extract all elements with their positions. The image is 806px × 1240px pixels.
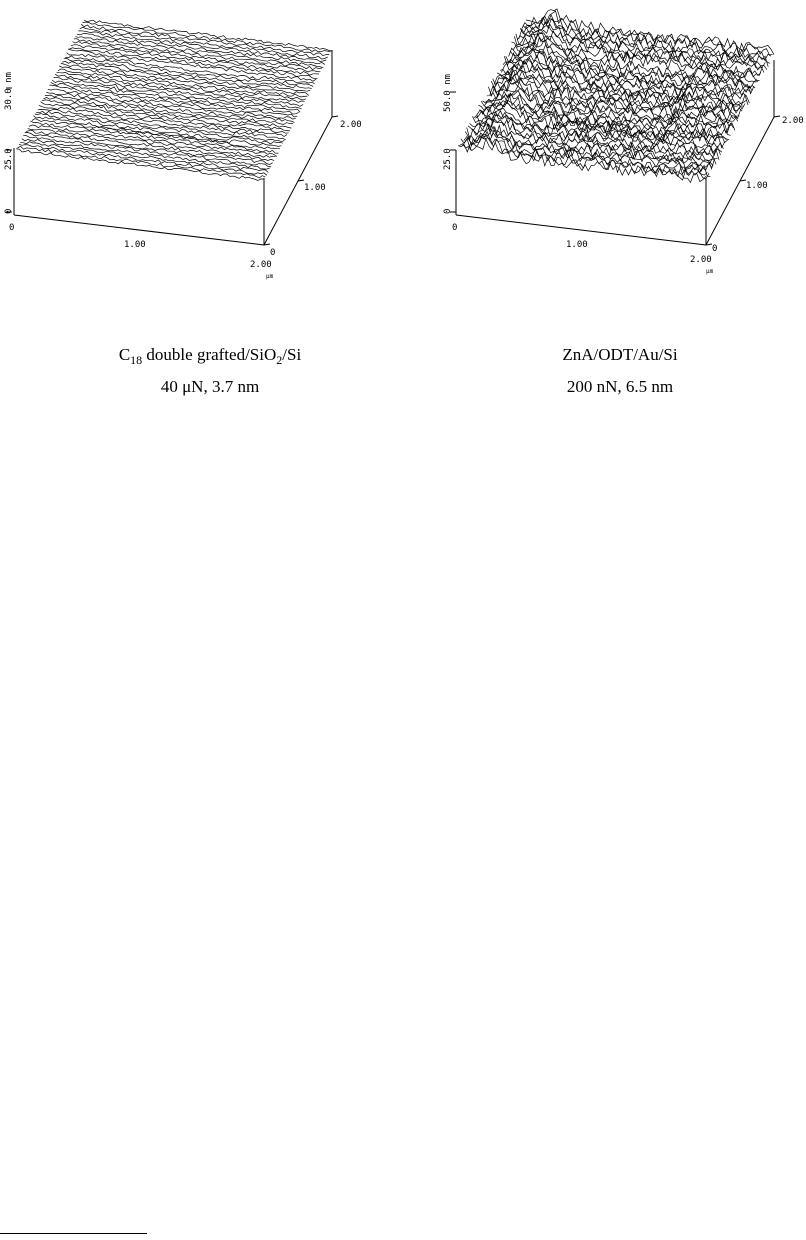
y-tick-1: 1.00	[746, 181, 768, 191]
scan-line	[80, 27, 328, 59]
z-tick-25: 25.0	[4, 148, 14, 170]
scan-line	[75, 37, 323, 68]
surface-traces	[16, 20, 332, 181]
z-tick-0: 0	[4, 208, 14, 214]
z-axis-label: 50.0 nm	[443, 74, 453, 112]
y-tick-0: 0	[712, 244, 718, 254]
afm-3d-plot-left	[0, 0, 400, 300]
scan-line	[55, 74, 303, 106]
scan-line	[31, 121, 279, 153]
scan-line	[48, 89, 296, 119]
sample-label-right: ZnA/ODT/Au/Si	[562, 345, 678, 364]
y-tick-2: 2.00	[782, 116, 804, 126]
x-tick-0: 0	[9, 223, 15, 233]
scan-line	[38, 109, 286, 139]
afm-image-right	[400, 0, 806, 300]
z-axis-label: 30.0 nm	[4, 72, 14, 110]
scan-line	[52, 80, 300, 112]
surface-traces	[458, 9, 774, 183]
scan-line	[49, 85, 297, 117]
x-unit: μm	[706, 268, 714, 275]
scan-line	[22, 139, 270, 169]
y-tick-1: 1.00	[304, 183, 326, 193]
y-tick-0: 0	[270, 248, 276, 258]
x-tick-1: 1.00	[566, 240, 588, 250]
x-tick-2: 2.00	[250, 260, 272, 270]
x-axis-left	[9, 223, 274, 280]
sample-label-left: $C_{18}$ double grafted/SiO$_2$/Si	[118, 345, 302, 367]
conditions-right: 200 nN, 6.5 nm	[566, 377, 674, 396]
scan-line	[62, 61, 310, 91]
afm-3d-plot-right	[400, 0, 806, 300]
x-tick-2: 2.00	[690, 255, 712, 265]
x-tick-1: 1.00	[124, 240, 146, 250]
z-axis-right	[443, 74, 456, 214]
z-tick-0: 0	[443, 208, 453, 214]
x-axis-right	[452, 223, 714, 275]
scan-line	[54, 77, 302, 108]
box-frame	[456, 60, 774, 245]
scan-line	[78, 31, 326, 62]
scan-line	[32, 119, 280, 149]
scan-line	[81, 24, 329, 55]
scan-line	[17, 146, 265, 178]
scan-line	[42, 100, 290, 131]
scan-line	[20, 142, 268, 173]
y-tick-2: 2.00	[340, 120, 362, 130]
x-tick-0: 0	[452, 223, 458, 233]
conditions-left: 40 μN, 3.7 nm	[160, 377, 260, 396]
afm-image-left	[0, 0, 400, 300]
scan-line	[461, 134, 709, 179]
footnote-rule	[0, 1233, 147, 1234]
y-axis-left	[264, 116, 362, 258]
z-tick-25: 25.0	[443, 148, 453, 170]
z-axis-left	[4, 72, 14, 214]
x-unit: μm	[266, 273, 274, 280]
scan-line	[523, 15, 771, 60]
